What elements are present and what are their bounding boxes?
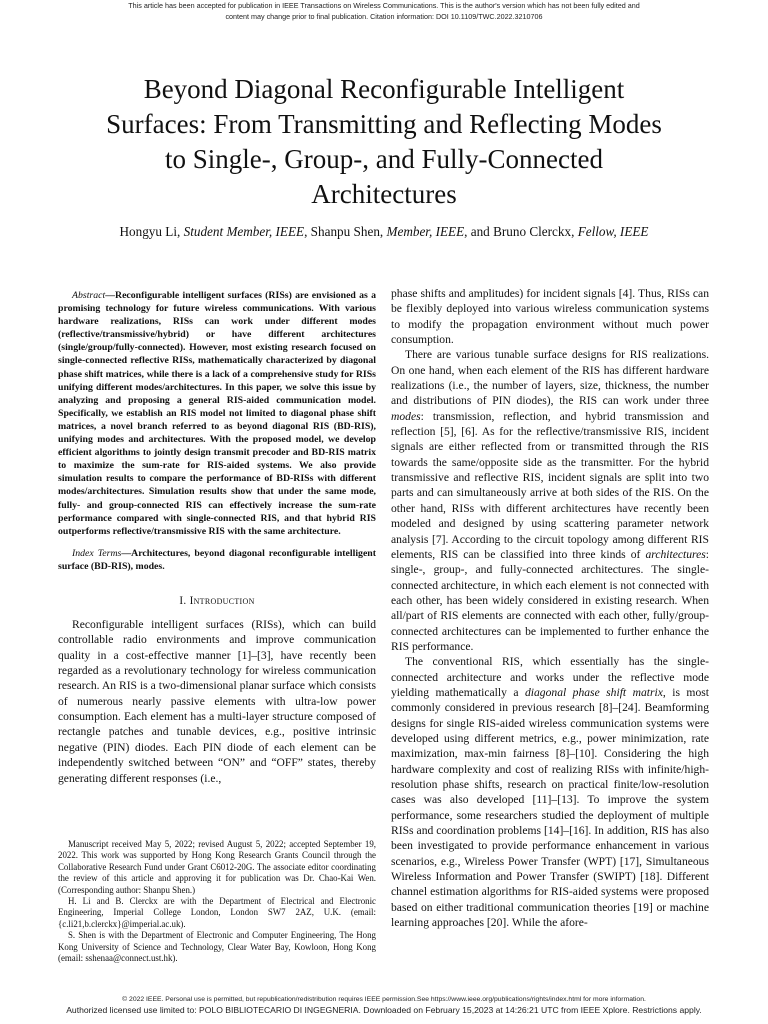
right-column	[391, 286, 709, 930]
license-notice: Authorized licensed use limited to: POLO BIBLIOTECARIO DI INGEGNERIA. Downloaded on February 15,2023 at 14:26:21 UTC from IEEE Xplore. Restrictions apply.	[66, 1005, 702, 1015]
footnotes	[58, 838, 376, 964]
p2-text-b: : transmission, reflection, and hybrid transmission and reflection [5], [6]. As for the reflective/transmissive RIS, incident signals are either reflected from or transmitted through the RIS towards the same/opposite side as the transmitter. For the hybrid transmissive and reflective RIS, incident signals are split into two parts and can simultaneously arrive at both sides of the RIS. On the other hand, RISs with different architectures have recently been modeled and designed by using scattering parameter network analysis [7]. According to the circuit topology among different RIS elements, RIS can be classified into three kinds of	[391, 409, 709, 561]
title-line-2: Surfaces: From Transmitting and Reflecting Modes	[106, 109, 662, 139]
title-line-4: Architectures	[311, 179, 457, 209]
p3-diagonal-matrix: diagonal phase shift matrix	[524, 685, 663, 699]
author-1-role: Student Member, IEEE	[183, 224, 305, 239]
section-heading	[58, 594, 376, 609]
p2-text-a: There are various tunable surface designs for RIS realizations. On one hand, when each element of the RIS has different hardware realizations (i.e., the number of layers, size, thickness, the number and distributions of PIN diodes), the RIS can work under three	[391, 348, 709, 408]
abstract-lead: Abstract	[72, 290, 106, 301]
paper-title	[40, 72, 728, 212]
footnote-affiliation-2: S. Shen is with the Department of Electronic and Computer Engineering, The Hong Kong University of Science and Technology, Clear Water Bay, Kowloon, Hong Kong (email: sshenaa@connect.ust.hk).	[58, 930, 376, 964]
right-paragraph-2	[391, 347, 709, 654]
p2-architectures: architectures	[645, 547, 706, 561]
footnote-affiliation-1: H. Li and B. Clerckx are with the Department of Electrical and Electronic Engineering, Imperial College London, London SW7 2AZ, U.K. (email:{c.li21,b.clerckx}@imperial.ac.uk).	[58, 896, 376, 929]
right-paragraph-3	[391, 654, 709, 930]
abstract	[58, 289, 376, 538]
abstract-text: —Reconfigurable intelligent surfaces (RISs) are envisioned as a promising technology for future wireless communications. With various hardware realizations, RISs can work under different modes (reflective/transmissive/hybrid) or have different architectures (single/group/fully-connected). However, most existing research focused on single-connected reflective RISs, mathematically characterized by diagonal phase shift matrices, while there is a lack of a comprehensive study for RISs unifying different modes/architectures. In this paper, we solve this issue by analyzing and proposing a general RIS-aided communication model. Specifically, we establish an RIS model not limited to diagonal phase shift matrices, a novel branch referred to as beyond diagonal RIS (BD-RIS), unifying modes and architectures. With the proposed model, we develop efficient algorithms to jointly design transmit precoder and BD-RIS matrix to maximize the sum-rate for RIS-aided systems. We also provide simulation results to compare the performance of BD-RISs with different modes/architectures. Simulation results show that under the same mode, fully- and group-connected RIS can effectively increase the sum-rate performance compared with single-connected RIS, and that hybrid RIS outperforms reflective/transmissive RIS with the same architecture.	[58, 290, 376, 537]
author-1: Hongyu Li,	[119, 224, 181, 239]
section-number: I.	[179, 594, 190, 607]
author-3: , and Bruno Clerckx,	[464, 224, 575, 239]
notice-line-1: This article has been accepted for publication in IEEE Transactions on Wireless Communications. This is the author's version which has not been fully edited and	[128, 1, 640, 10]
index-terms	[58, 547, 376, 573]
publication-notice	[0, 0, 768, 23]
section-title: Introduction	[189, 594, 255, 607]
footnote-manuscript: Manuscript received May 5, 2022; revised August 5, 2022; accepted September 19, 2022. This work was supported by Hong Kong Research Grants Council through the Collaborative Research Fund under Grant C6012-20G. The associate editor coordinating the review of this article and approving it for publication was Dr. Chao-Kai Wen. (Corresponding author: Shanpu Shen.)	[58, 839, 376, 895]
author-2-role: Member, IEEE	[386, 224, 465, 239]
author-list	[40, 223, 728, 241]
intro-paragraph: Reconfigurable intelligent surfaces (RISs), which can build controllable radio environments and improve communication quality in a cost-effective manner [1]–[3], have recently been regarded as a revolutionary technology for wireless communication research. An RIS is a two-dimensional planar surface which consists of numerous nearly passive elements with ultra-low power consumption. Each element has a multi-layer structure composed of rectangle patches and tunable devices, e.g., positive intrinsic negative (PIN) diodes. Each PIN diode of each element can be independently switched between “ON” and “OFF” states, thereby generating different responses (i.e.,	[58, 618, 376, 785]
p2-text-c: : single-, group-, and fully-connected architectures. The single-connected architecture, in which each element is not connected with each other, has been widely considered in existing research. When all/part of RIS elements are connected with each other, fully/group-connected architectures can be implemented to further enhance the RIS performance.	[391, 547, 709, 653]
right-paragraph-1: phase shifts and amplitudes) for incident signals [4]. Thus, RISs can be flexibly deployed into various wireless communication systems to modify the propagation environment without much power consumption.	[391, 287, 709, 347]
p3-text-a: The conventional RIS, which essentially has the single-connected architecture and works under the reflective mode yielding mathematically a	[391, 655, 709, 699]
p3-text-b: , is most commonly considered in previous research [8]–[24]. Beamforming designs for single RIS-aided wireless communication systems were developed using different metrics, e.g., power minimization, rate maximization, max-min fairness [8]–[10]. Considering the high hardware complexity and cost of realizing RISs with infinite/high-resolution phase shifts, research on practical finite/low-resolution cases was also developed [11]–[13]. To improve the system performance, some researchers studied the deployment of multiple RISs and coordination problems [14]–[16]. In addition, RIS has also been investigated to provide performance enhancement in various scenarios, e.g., Wireless Power Transfer (WPT) [17], Simultaneous Wireless Information and Power Transfer (SWIPT) [18]. Different channel estimation algorithms for RIS-aided systems were proposed based on either traditional communication theories [19] or machine learning approaches [20]. While the afore-	[391, 685, 709, 930]
p2-modes: modes	[391, 409, 421, 423]
author-3-role: Fellow, IEEE	[577, 224, 649, 239]
title-line-1: Beyond Diagonal Reconfigurable Intelligent	[143, 74, 625, 104]
title-line-3: to Single-, Group-, and Fully-Connected	[165, 144, 603, 174]
index-terms-lead: Index Terms	[72, 547, 122, 559]
index-terms-text: —Architectures, beyond diagonal reconfigurable intelligent surface (BD-RIS), modes.	[58, 547, 376, 572]
author-2: , Shanpu Shen,	[304, 224, 384, 239]
left-column	[58, 289, 376, 786]
notice-line-2: content may change prior to final publication. Citation information: DOI 10.1109/TWC.2022.3210706	[225, 12, 543, 21]
copyright-notice: © 2022 IEEE. Personal use is permitted, but republication/redistribution requires IEEE permission.See https://www.ieee.org/publications/rights/index.html for more information.	[122, 996, 646, 1003]
